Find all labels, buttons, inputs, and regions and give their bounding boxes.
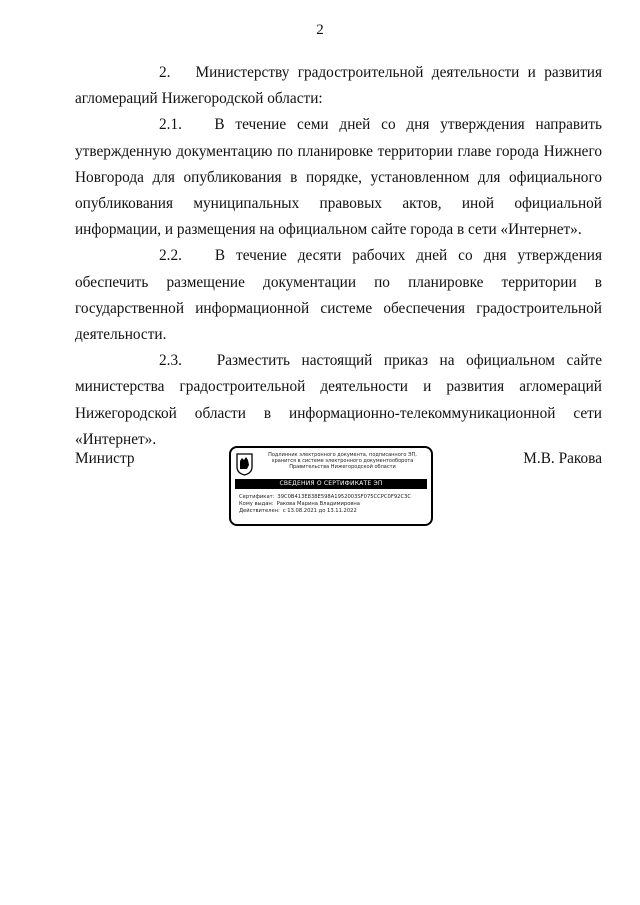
item-number: 2. <box>159 64 171 81</box>
paragraph-2-1 <box>75 112 602 243</box>
document-body <box>75 60 602 453</box>
certificate-details <box>239 494 411 515</box>
stamp-notice-line: Подлинник электронного документа, подписанного ЭП, <box>268 452 417 458</box>
validity-line: Действителен: с 13.08.2021 до 13.11.2022 <box>239 508 357 514</box>
issued-to-line: Кому выдан: Ракова Марина Владимировна <box>239 501 360 507</box>
item-number: 2.1. <box>159 116 182 134</box>
paragraph-2-2 <box>75 243 602 348</box>
stamp-notice-line: хранится в системе электронного документооборота <box>271 458 414 465</box>
paragraph-text: В течение семи дней со дня утверждения направить утвержденную документацию по планировке территории главе города Нижнего Новгорода для опубликования в порядке, установленном для официального опубликования муниципальных правовых актов, иной официальной информации, и размещения на официальном сайте города в сети «Интернет». <box>75 116 602 239</box>
paragraph-2-3 <box>75 348 602 453</box>
stamp-notice <box>256 452 429 471</box>
paragraph-text: В течение десяти рабочих дней со дня утверждения обеспечить размещение документации по планировке территории в государственной информационной системе обеспечения градостроительной деятельности. <box>75 247 602 344</box>
stamp-header: СВЕДЕНИЯ О СЕРТИФИКАТЕ ЭП <box>235 479 427 489</box>
signatory-role: Министр <box>75 450 135 467</box>
stamp-notice-line: Правительства Нижегородской области <box>289 464 396 471</box>
paragraph-text: Министерству градостроительной деятельности и развития агломераций Нижегородской области: <box>75 64 602 108</box>
electronic-signature-stamp <box>229 446 433 526</box>
paragraph-2 <box>75 60 602 112</box>
regional-emblem-icon <box>236 453 253 476</box>
item-number: 2.2. <box>159 247 182 265</box>
paragraph-text: Разместить настоящий приказ на официальном сайте министерства градостроительной деятельности и развития агломераций Нижегородской области в информационно-телекоммуникационной сети «Интернет». <box>75 352 602 448</box>
certificate-line: Сертификат: 39C0B413E838E598A1952003SF075CCPC0F92C3C <box>239 494 411 500</box>
item-number: 2.3. <box>159 352 182 370</box>
page-number: 2 <box>316 22 324 38</box>
signatory-name: М.В. Ракова <box>523 450 602 467</box>
